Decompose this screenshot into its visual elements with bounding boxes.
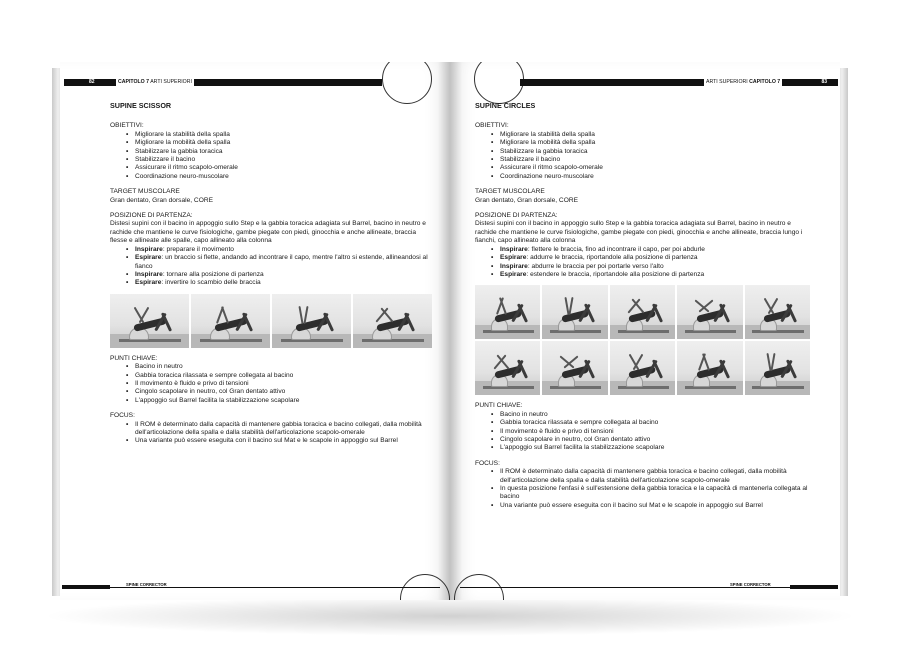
chapter-label: CAPITOLO 7 <box>118 79 150 85</box>
target-text: Gran dentato, Gran dorsale, CORE <box>475 196 578 204</box>
focus-list <box>110 421 432 446</box>
breathing-steps-list <box>110 246 432 288</box>
keypoints-heading: PUNTI CHIAVE: <box>475 402 523 410</box>
decorative-circle-top <box>474 62 524 104</box>
exercise-photo <box>677 341 742 395</box>
exercise-photo <box>191 294 270 348</box>
step-text: : preparare il movimento <box>162 245 234 253</box>
book-shadow <box>40 596 860 636</box>
exercise-photo-strip-2 <box>475 341 810 395</box>
footer-rule <box>110 587 440 588</box>
breath-phase: Inspirare <box>500 245 528 253</box>
objective-item: • Coordinazione neuro-muscolare <box>491 173 810 181</box>
target-text: Gran dentato, Gran dorsale, CORE <box>110 196 213 204</box>
left-header-bar <box>64 79 382 86</box>
focus-item: • Una variante può essere eseguita con il bacino sul Mat e le scapole in appoggio sul Barrel <box>491 502 810 510</box>
right-page <box>450 62 840 600</box>
section-label: ARTI SUPERIORI <box>150 79 192 85</box>
exercise-photo-strip <box>110 294 432 348</box>
breathing-step <box>491 271 810 279</box>
keypoint-item: • Cingolo scapolare in neutro, col Gran dentato attivo <box>126 388 432 396</box>
objectives-list <box>110 131 432 181</box>
target-heading: TARGET MUSCOLARE <box>110 188 180 196</box>
keypoints-heading: PUNTI CHIAVE: <box>110 354 158 362</box>
keypoint-item: • Bacino in neutro <box>126 363 432 371</box>
focus-item: • In questa posizione l'enfasi è sull'estensione della gabbia toracica e la capacità di mantenerla collegata al bacino <box>491 485 810 502</box>
keypoint-item: • Il movimento è fluido e privo di tensioni <box>126 380 432 388</box>
right-running-head <box>704 79 782 86</box>
objective-item: • Stabilizzare la gabbia toracica <box>126 148 432 156</box>
focus-item: • Il ROM è determinato dalla capacità di mantenere gabbia toracica e bacino collegati, dalla mobilità dell'articolazione della spalla e dalla stabilità dell'articolazione scapolo-omerale <box>491 468 810 485</box>
objectives-heading: OBIETTIVI: <box>475 122 509 130</box>
breath-phase: Inspirare <box>135 270 163 278</box>
exercise-photo <box>272 294 351 348</box>
left-running-head <box>116 79 194 86</box>
page-number: 83 <box>818 79 830 86</box>
keypoint-item: • Bacino in neutro <box>491 411 810 419</box>
exercise-photo <box>745 341 810 395</box>
keypoint-item: • Il movimento è fluido e privo di tensioni <box>491 428 810 436</box>
step-text: : tornare alla posizione di partenza <box>162 270 264 278</box>
focus-heading: FOCUS: <box>110 412 135 420</box>
breathing-step <box>491 263 810 271</box>
right-content <box>475 102 810 510</box>
step-text: : flettere le braccia, fino ad incontrare il capo, per poi abdurle <box>527 245 705 253</box>
breathing-step <box>491 254 810 262</box>
objective-item: • Assicurare il ritmo scapolo-omerale <box>126 164 432 172</box>
exercise-photo <box>353 294 432 348</box>
breath-phase: Inspirare <box>500 262 528 270</box>
footer-rule-thick <box>62 585 110 589</box>
objective-item: • Stabilizzare la gabbia toracica <box>491 148 810 156</box>
breath-phase: Inspirare <box>135 245 163 253</box>
page-number: 82 <box>86 79 98 86</box>
objectives-heading: OBIETTIVI: <box>110 122 144 130</box>
footer-rule-thick <box>790 585 838 589</box>
keypoint-item: • Cingolo scapolare in neutro, col Gran dentato attivo <box>491 436 810 444</box>
start-position-text: Distesi supini con il bacino in appoggio sullo Step e la gabbia toracica adagiata sul Barrel, bacino in neutro e rachide che mantiene le curve fisiologiche, gambe piegate con piedi, ginocchia e anche allineate, braccia flesse e allineate alle spalle, capo allineato alla colonna <box>110 220 426 245</box>
start-position-heading: POSIZIONE DI PARTENZA: <box>110 212 193 220</box>
breath-phase: Espirare <box>135 254 162 262</box>
exercise-title: SUPINE CIRCLES <box>475 101 536 110</box>
objective-item: • Migliorare la mobilità della spalla <box>126 139 432 147</box>
objective-item: • Coordinazione neuro-muscolare <box>126 173 432 181</box>
exercise-photo <box>110 294 189 348</box>
breath-phase: Espirare <box>500 254 527 262</box>
breath-phase: Espirare <box>135 279 162 287</box>
objective-item: • Migliorare la stabilità della spalla <box>126 131 432 139</box>
left-page <box>60 62 450 600</box>
keypoint-item: • L'appoggio sul Barrel facilita la stabilizzazione scapolare <box>126 397 432 405</box>
exercise-photo-strip-1 <box>475 285 810 339</box>
book-gutter <box>438 62 462 600</box>
breathing-step <box>491 246 810 254</box>
breath-phase: Espirare <box>500 270 527 278</box>
left-content <box>110 102 432 446</box>
exercise-photo <box>677 285 742 339</box>
exercise-photo <box>542 285 607 339</box>
keypoint-item: • Gabbia toracica rilassata e sempre collegata al bacino <box>491 419 810 427</box>
step-text: : invertire lo scambio delle braccia <box>161 279 261 287</box>
footer-label: SPINE CORRECTOR <box>730 582 771 587</box>
step-text: : abdurre le braccia per poi portarle verso l'alto <box>527 262 664 270</box>
objective-item: • Migliorare la mobilità della spalla <box>491 139 810 147</box>
focus-heading: FOCUS: <box>475 459 500 467</box>
keypoints-list <box>110 363 432 405</box>
breathing-step <box>126 271 432 279</box>
exercise-photo <box>610 341 675 395</box>
start-position-heading: POSIZIONE DI PARTENZA: <box>475 212 558 220</box>
chapter-label: CAPITOLO 7 <box>749 79 781 85</box>
exercise-photo <box>745 285 810 339</box>
breathing-step <box>126 254 432 271</box>
exercise-photo <box>542 341 607 395</box>
focus-item: • Una variante può essere eseguita con il bacino sul Mat e le scapole in appoggio sul Barrel <box>126 437 432 445</box>
keypoints-list <box>475 411 810 453</box>
objective-item: • Assicurare il ritmo scapolo-omerale <box>491 164 810 172</box>
breathing-steps-list <box>475 246 810 280</box>
start-position-text: Distesi supini con il bacino in appoggio sullo Step e la gabbia toracica adagiata sul Barrel, bacino in neutro e rachide che mantiene le curve fisiologiche, gambe piegate con piedi, ginocchia e anche allineate, braccia lungo i fianchi, capo allineato alla colonna <box>475 220 803 245</box>
step-text: : un braccio si flette, andando ad incontrare il capo, mentre l'altro si estende, allineandosi al fianco <box>135 254 428 270</box>
exercise-photo <box>475 341 540 395</box>
keypoint-item: • L'appoggio sul Barrel facilita la stabilizzazione scapolare <box>491 444 810 452</box>
breathing-step <box>126 246 432 254</box>
footer-rule <box>460 587 790 588</box>
target-heading: TARGET MUSCOLARE <box>475 188 545 196</box>
exercise-photo <box>475 285 540 339</box>
objective-item: • Stabilizzare il bacino <box>491 156 810 164</box>
objective-item: • Migliorare la stabilità della spalla <box>491 131 810 139</box>
breathing-step <box>126 279 432 287</box>
objectives-list <box>475 131 810 181</box>
footer-label: SPINE CORRECTOR <box>126 582 167 587</box>
right-header-bar <box>520 79 838 86</box>
keypoint-item: • Gabbia toracica rilassata e sempre collegata al bacino <box>126 372 432 380</box>
decorative-circle-top <box>382 62 432 104</box>
section-label: ARTI SUPERIORI <box>706 79 748 85</box>
step-text: : addurre le braccia, riportandole alla posizione di partenza <box>526 254 698 262</box>
exercise-photo <box>610 285 675 339</box>
exercise-title: SUPINE SCISSOR <box>110 101 172 110</box>
objective-item: • Stabilizzare il bacino <box>126 156 432 164</box>
focus-list <box>475 468 810 510</box>
focus-item: • Il ROM è determinato dalla capacità di mantenere gabbia toracica e bacino collegati, dalla mobilità dell'articolazione della spalla e dalla stabilità dell'articolazione scapolo-omerale <box>126 421 432 438</box>
step-text: : estendere le braccia, riportandole alla posizione di partenza <box>526 270 705 278</box>
